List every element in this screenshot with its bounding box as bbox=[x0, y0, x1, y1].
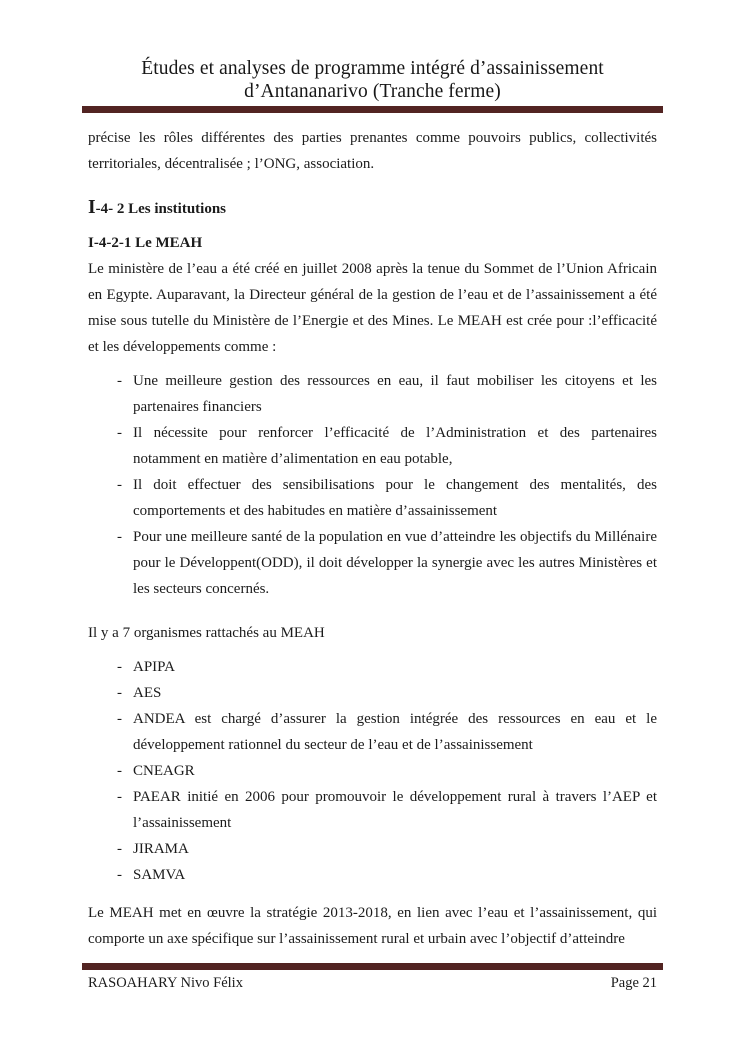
list-item-marker: - bbox=[117, 867, 122, 883]
page-content bbox=[0, 57, 745, 952]
organisms-list bbox=[88, 654, 657, 888]
list-item-marker: - bbox=[117, 841, 122, 857]
list-item-text: Une meilleure gestion des ressources en eau, il faut mobiliser les citoyens et les partenaires financiers bbox=[133, 373, 657, 415]
list-item-text: Il nécessite pour renforcer l’efficacité de l’Administration et des partenaires notamment en matière d’alimentation en eau potable, bbox=[133, 425, 657, 467]
list-item bbox=[88, 680, 657, 706]
list-item-marker: - bbox=[117, 425, 122, 441]
list-item bbox=[88, 420, 657, 472]
list-item-text: ANDEA est chargé d’assurer la gestion intégrée des ressources en eau et le développement rationnel du secteur de l’eau et de l’assainissement bbox=[133, 711, 657, 753]
list-item-marker: - bbox=[117, 373, 122, 389]
intro-paragraph: précise les rôles différentes des parties prenantes comme pouvoirs publics, collectivités territoriales, décentralisée ; l’ONG, association. bbox=[88, 130, 657, 172]
section-heading-text: -4- 2 Les institutions bbox=[95, 201, 227, 217]
list-item-marker: - bbox=[117, 789, 122, 805]
list-item bbox=[88, 368, 657, 420]
list-item-text: APIPA bbox=[133, 659, 175, 675]
list-item-marker: - bbox=[117, 659, 122, 675]
list-item-marker: - bbox=[117, 685, 122, 701]
page-footer bbox=[82, 963, 663, 992]
list-item bbox=[88, 472, 657, 524]
strategy-paragraph: Le MEAH met en œuvre la stratégie 2013-2018, en lien avec l’eau et l’assainissement, qui comporte un axe spécifique sur l’assainissement rural et urbain avec l’objectif d’atteindre bbox=[88, 905, 657, 947]
organisms-intro-paragraph: Il y a 7 organismes rattachés au MEAH bbox=[88, 625, 325, 641]
list-item bbox=[88, 758, 657, 784]
list-item-text: Il doit effectuer des sensibilisations pour le changement des mentalités, des comportements et des habitudes en matière d’assainissement bbox=[133, 477, 657, 519]
list-item-text: JIRAMA bbox=[133, 841, 189, 857]
list-item bbox=[88, 654, 657, 680]
list-item-text: PAEAR initié en 2006 pour promouvoir le développement rural à travers l’AEP et l’assainissement bbox=[133, 789, 657, 831]
list-item bbox=[88, 706, 657, 758]
footer-author: RASOAHARY Nivo Félix bbox=[88, 975, 243, 991]
list-item-marker: - bbox=[117, 711, 122, 727]
list-item bbox=[88, 862, 657, 888]
header-divider-rule bbox=[82, 106, 663, 113]
footer-row bbox=[82, 974, 663, 992]
section-heading bbox=[88, 195, 657, 222]
footer-divider-rule bbox=[82, 963, 663, 970]
list-item-marker: - bbox=[117, 529, 122, 545]
list-item bbox=[88, 784, 657, 836]
list-item-text: AES bbox=[133, 685, 162, 701]
subsection-heading: I-4-2-1 Le MEAH bbox=[88, 235, 203, 251]
footer-page-number: Page 21 bbox=[610, 975, 657, 991]
list-item bbox=[88, 836, 657, 862]
document-title-line-1: Études et analyses de programme intégré d’assainissement bbox=[141, 58, 604, 79]
list-item-text: CNEAGR bbox=[133, 763, 195, 779]
list-item-text: Pour une meilleure santé de la population en vue d’atteindre les objectifs du Millénaire pour le Développent(ODD), il doit développer la synergie avec les autres Ministères et les secteurs concernés. bbox=[133, 529, 657, 597]
list-item-marker: - bbox=[117, 477, 122, 493]
meah-roles-list bbox=[88, 368, 657, 602]
list-item-marker: - bbox=[117, 763, 122, 779]
document-title-line-2: d’Antananarivo (Tranche ferme) bbox=[244, 81, 501, 102]
document-title bbox=[88, 57, 657, 103]
section-heading-initial: I bbox=[88, 197, 96, 218]
meah-paragraph: Le ministère de l’eau a été créé en juillet 2008 après la tenue du Sommet de l’Union Africain en Egypte. Auparavant, la Directeur général de la gestion de l’eau et de l’assainissement a été mise sous tutelle du Ministère de l’Energie et des Mines. Le MEAH est crée pour :l’efficacité et les développements comme : bbox=[88, 261, 657, 355]
list-item-text: SAMVA bbox=[133, 867, 186, 883]
list-item bbox=[88, 524, 657, 602]
